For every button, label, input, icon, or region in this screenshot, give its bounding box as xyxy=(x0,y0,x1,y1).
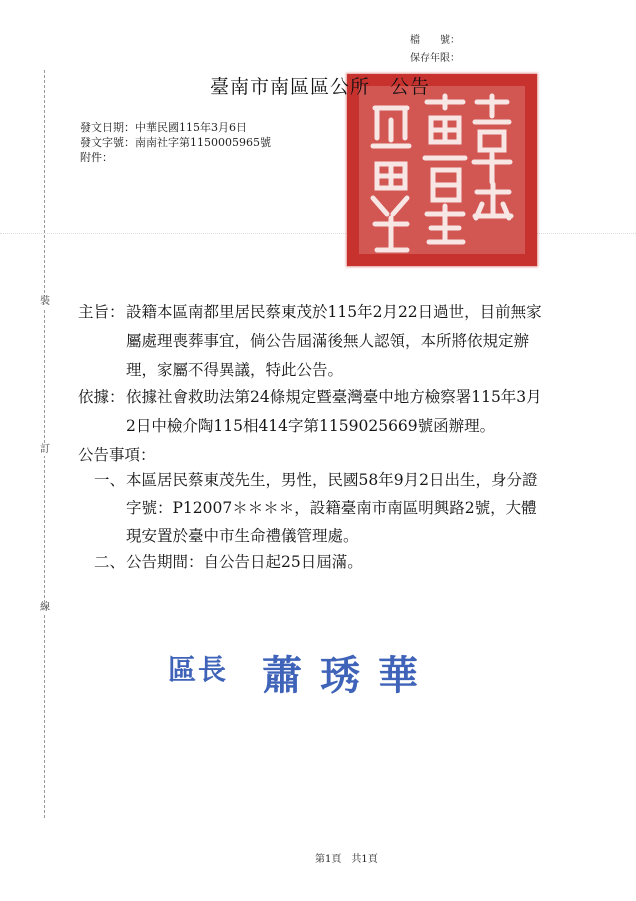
notice-label: 公告事項： xyxy=(78,446,156,464)
item-1-line-1: 本區居民蔡東茂先生，男性，民國58年9月2日出生，身分證 xyxy=(126,471,538,489)
page-number: 第1頁 共1頁 xyxy=(315,854,378,865)
binding-char-xian: 線 xyxy=(40,602,50,613)
signature-title: 區長 xyxy=(168,653,229,686)
item-1-line-3: 現安置於臺中市生命禮儀管理處。 xyxy=(126,527,359,545)
item-1-line-2: 字號：P12007＊＊＊＊，設籍臺南市南區明興路2號，大體 xyxy=(126,499,537,517)
scan-fold-line xyxy=(0,233,636,234)
file-number-label: 檔 號： xyxy=(410,35,460,46)
subject-label: 主旨： xyxy=(78,303,125,321)
document-title: 臺南市南區區公所 公告 xyxy=(210,76,431,98)
issue-date: 發文日期：中華民國115年3月6日 xyxy=(80,121,247,134)
retention-label: 保存年限： xyxy=(410,53,460,64)
attachment-line: 附件： xyxy=(80,151,113,164)
basis-line-1: 依據社會救助法第24條規定暨臺灣臺中地方檢察署115年3月 xyxy=(126,388,542,406)
subject-line-2: 屬處理喪葬事宜，倘公告屆滿後無人認領，本所將依規定辦 xyxy=(126,332,530,350)
binding-char-ding: 訂 xyxy=(40,444,50,455)
item-2-line-1: 公告期間：自公告日起25日屆滿。 xyxy=(126,553,363,571)
subject-line-3: 理，家屬不得異議，特此公告。 xyxy=(126,361,344,379)
binding-char-zhuang: 裝 xyxy=(40,296,50,307)
official-seal xyxy=(347,74,537,266)
document-number: 發文字號：南南社字第1150005965號 xyxy=(80,136,271,149)
subject-line-1: 設籍本區南都里居民蔡東茂於115年2月22日過世，目前無家 xyxy=(126,303,542,321)
basis-line-2: 2日中檢介陶115相414字第1159025669號函辦理。 xyxy=(126,417,496,435)
item-2-label: 二、 xyxy=(94,553,126,571)
item-1-label: 一、 xyxy=(94,471,126,489)
basis-label: 依據： xyxy=(78,388,125,406)
signature-name: 蕭琇華 xyxy=(262,652,436,699)
